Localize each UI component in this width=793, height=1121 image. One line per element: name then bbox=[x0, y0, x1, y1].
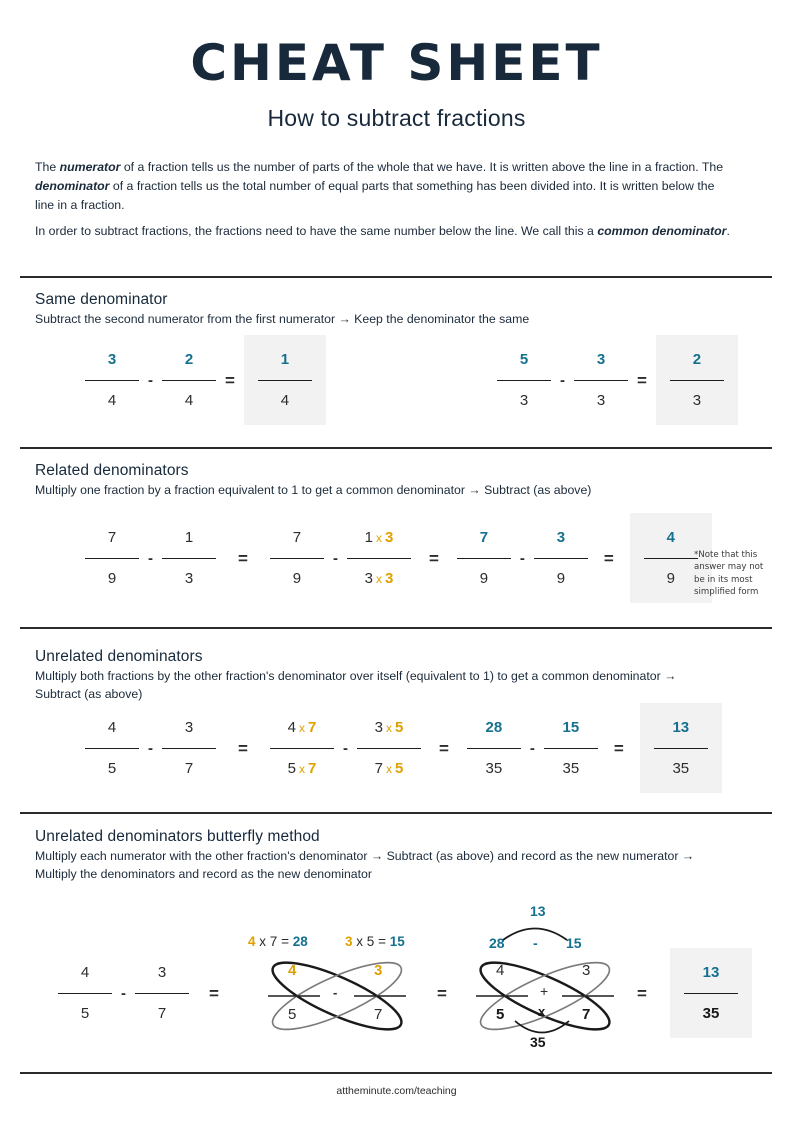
term-denominator: denominator bbox=[35, 179, 110, 194]
fraction-6 bbox=[534, 513, 588, 603]
numerator: 4 bbox=[80, 963, 90, 981]
simplified-form-note: *Note that this answer may not be in its most simplified form bbox=[694, 550, 764, 598]
numerator bbox=[457, 518, 511, 558]
butterfly-calc-left bbox=[248, 934, 308, 949]
denominator: 7 bbox=[184, 759, 194, 777]
numerator-value: 4 bbox=[666, 528, 675, 546]
equals-operator: = bbox=[209, 983, 219, 1003]
numerator-value: 2 bbox=[692, 350, 702, 368]
times-icon: x bbox=[385, 761, 392, 776]
section-title-unrelated-denominators: Unrelated denominators bbox=[35, 648, 203, 665]
numerator bbox=[670, 340, 724, 380]
equals-operator: = bbox=[438, 738, 449, 758]
numerator: 7 bbox=[292, 528, 302, 546]
numerator-value: 13 bbox=[702, 963, 720, 981]
term-numerator: numerator bbox=[59, 160, 121, 174]
denominator: 4 bbox=[184, 391, 194, 409]
numerator bbox=[684, 953, 738, 993]
times-icon: x bbox=[298, 761, 305, 776]
denominator-multiplier: 5 bbox=[394, 759, 404, 777]
butterfly-bottom-result: 35 bbox=[530, 1034, 546, 1050]
denominator-base: 5 bbox=[287, 759, 296, 777]
divider-2 bbox=[20, 447, 772, 449]
equation-butterfly-step-1 bbox=[58, 948, 239, 1038]
section-subtitle-same-denominator: Subtract the second numerator from the first numerator → Keep the denominator the same bbox=[35, 312, 530, 326]
equals-operator: = bbox=[603, 548, 614, 568]
minus-operator: - bbox=[121, 984, 126, 1002]
equation-same-denominator-2 bbox=[497, 335, 738, 425]
fraction-1 bbox=[85, 335, 139, 425]
divider-1 bbox=[20, 276, 772, 278]
denominator: 3 bbox=[692, 391, 702, 409]
butterfly-calc-right bbox=[345, 934, 405, 949]
fraction-1 bbox=[497, 335, 551, 425]
numerator: 1 bbox=[184, 528, 194, 546]
intro-paragraph-2 bbox=[35, 222, 735, 241]
calc-operand-b: 5 bbox=[366, 934, 375, 949]
section-subtitle-butterfly-method: Multiply each numerator with the other fraction's denominator → Subtract (as above) and record as the new numerator → Multiply the denominators and record as the new denominator bbox=[35, 849, 695, 882]
numerator bbox=[357, 708, 421, 748]
butterfly-bottom-left: 5 bbox=[496, 1006, 505, 1023]
calc-operand-a: 4 bbox=[248, 934, 256, 949]
butterfly-top-right: 3 bbox=[582, 962, 591, 979]
numerator-multiplier: 7 bbox=[307, 718, 317, 736]
fraction-2 bbox=[162, 703, 216, 793]
equation-same-denominator-1 bbox=[85, 335, 326, 425]
section-title-butterfly-method: Unrelated denominators butterfly method bbox=[35, 828, 320, 845]
numerator bbox=[574, 340, 628, 380]
denominator bbox=[357, 749, 421, 789]
numerator: 4 bbox=[107, 718, 117, 736]
denominator-value: 35 bbox=[702, 1004, 720, 1022]
butterfly-top-operator: - bbox=[533, 935, 538, 951]
denominator-base: 7 bbox=[374, 759, 383, 777]
fraction-1 bbox=[58, 948, 112, 1038]
denominator: 35 bbox=[672, 759, 690, 777]
minus-operator: - bbox=[560, 371, 565, 389]
intro-p1-part-a: The bbox=[35, 160, 60, 174]
equation-butterfly-answer bbox=[670, 948, 752, 1038]
denominator: 4 bbox=[107, 391, 117, 409]
equation-unrelated-denominators bbox=[85, 703, 722, 793]
equals-icon: = bbox=[281, 934, 289, 949]
equals-operator: = bbox=[238, 548, 248, 568]
numerator bbox=[467, 708, 521, 748]
denominator: 35 bbox=[562, 759, 580, 777]
equation-related-denominators bbox=[85, 513, 712, 603]
numerator bbox=[497, 340, 551, 380]
fraction-2 bbox=[574, 335, 628, 425]
fraction-answer bbox=[244, 335, 326, 425]
numerator-multiplier: 5 bbox=[394, 718, 404, 736]
numerator bbox=[347, 518, 411, 558]
denominator: 3 bbox=[596, 391, 606, 409]
denominator: 9 bbox=[107, 569, 117, 587]
equals-operator-butterfly-mid: = bbox=[437, 983, 447, 1003]
fraction-5 bbox=[457, 513, 511, 603]
butterfly-top-result: 13 bbox=[530, 903, 546, 919]
divider-4 bbox=[20, 812, 772, 814]
times-icon: x bbox=[375, 530, 382, 545]
calc-operand-a: 3 bbox=[345, 934, 353, 949]
butterfly-bottom-right: 7 bbox=[374, 1006, 383, 1023]
footer-url: attheminute.com/teaching bbox=[336, 1085, 457, 1097]
times-icon: x bbox=[259, 934, 267, 949]
numerator bbox=[644, 518, 698, 558]
fraction-1 bbox=[85, 703, 139, 793]
calc-operand-b: 7 bbox=[269, 934, 278, 949]
denominator: 3 bbox=[519, 391, 529, 409]
times-icon: x bbox=[385, 720, 392, 735]
minus-operator: - bbox=[519, 549, 525, 567]
numerator-value: 2 bbox=[184, 350, 194, 368]
page-subtitle: How to subtract fractions bbox=[267, 105, 526, 131]
numerator bbox=[162, 340, 216, 380]
equals-operator-butterfly-end: = bbox=[637, 983, 647, 1003]
butterfly-top-arc-icon bbox=[500, 920, 570, 942]
intro-p2-part-b: . bbox=[726, 224, 730, 238]
page-title: CHEAT SHEET bbox=[190, 34, 603, 92]
fraction-4 bbox=[357, 703, 421, 793]
times-icon: x bbox=[298, 720, 305, 735]
numerator-base: 4 bbox=[287, 718, 296, 736]
equals-operator: = bbox=[225, 370, 235, 390]
divider-3 bbox=[20, 627, 772, 629]
numerator-value: 15 bbox=[562, 718, 580, 736]
equals-operator: = bbox=[428, 548, 439, 568]
equals-icon: = bbox=[378, 934, 386, 949]
fraction-answer bbox=[670, 948, 752, 1038]
minus-operator: - bbox=[529, 739, 535, 757]
fraction-answer bbox=[656, 335, 738, 425]
intro-p1-part-b: of a fraction tells us the number of parts of the whole that we have. It is written above the line in a fraction. The bbox=[120, 160, 724, 174]
minus-operator: - bbox=[148, 371, 153, 389]
equals-operator: = bbox=[238, 738, 248, 758]
fraction-answer bbox=[640, 703, 722, 793]
numerator: 7 bbox=[107, 528, 117, 546]
numerator bbox=[258, 340, 312, 380]
denominator bbox=[684, 994, 738, 1034]
butterfly-bottom-left: 5 bbox=[288, 1006, 297, 1023]
numerator-value: 7 bbox=[479, 528, 489, 546]
numerator bbox=[544, 708, 598, 748]
denominator: 7 bbox=[157, 1004, 167, 1022]
butterfly-center-operator: - bbox=[333, 985, 338, 1000]
fraction-6 bbox=[544, 703, 598, 793]
numerator: 3 bbox=[157, 963, 167, 981]
minus-operator: - bbox=[342, 739, 348, 757]
fraction-3 bbox=[270, 513, 324, 603]
butterfly-top-left: 4 bbox=[288, 962, 297, 979]
divider-5 bbox=[20, 1072, 772, 1074]
denominator: 5 bbox=[107, 759, 117, 777]
times-icon: x bbox=[356, 934, 364, 949]
numerator bbox=[270, 708, 334, 748]
butterfly-diagram-1 bbox=[262, 950, 412, 1050]
numerator: 3 bbox=[184, 718, 194, 736]
denominator: 5 bbox=[80, 1004, 90, 1022]
butterfly-top-left: 4 bbox=[496, 962, 505, 979]
butterfly-top-right-product: 15 bbox=[566, 935, 582, 951]
fraction-5 bbox=[467, 703, 521, 793]
section-title-related-denominators: Related denominators bbox=[35, 462, 189, 479]
denominator: 35 bbox=[485, 759, 503, 777]
section-title-same-denominator: Same denominator bbox=[35, 291, 168, 308]
numerator bbox=[654, 708, 708, 748]
denominator: 9 bbox=[479, 569, 489, 587]
intro-p1-part-c: of a fraction tells us the total number of equal parts that something has been divided into. It is written below the line in a fraction. bbox=[35, 179, 715, 213]
intro-paragraph-1 bbox=[35, 158, 735, 215]
denominator-multiplier: 3 bbox=[384, 569, 394, 587]
equals-operator: = bbox=[637, 370, 647, 390]
numerator-value: 28 bbox=[485, 718, 503, 736]
numerator-base: 3 bbox=[374, 718, 383, 736]
calc-result: 15 bbox=[389, 934, 405, 949]
minus-operator: - bbox=[332, 549, 338, 567]
butterfly-bottom-right: 7 bbox=[582, 1006, 591, 1023]
denominator bbox=[270, 749, 334, 789]
numerator-value: 1 bbox=[280, 350, 290, 368]
numerator bbox=[534, 518, 588, 558]
denominator: 9 bbox=[556, 569, 566, 587]
numerator-value: 5 bbox=[519, 350, 529, 368]
fraction-2 bbox=[135, 948, 189, 1038]
minus-operator: - bbox=[148, 739, 153, 757]
minus-operator: - bbox=[148, 549, 153, 567]
equals-operator: = bbox=[613, 738, 624, 758]
fraction-2 bbox=[162, 513, 216, 603]
butterfly-bottom-operator: x bbox=[538, 1004, 546, 1019]
numerator-value: 3 bbox=[556, 528, 566, 546]
times-icon: x bbox=[375, 571, 382, 586]
fraction-2 bbox=[162, 335, 216, 425]
denominator: 4 bbox=[280, 391, 290, 409]
numerator-value: 3 bbox=[107, 350, 117, 368]
fraction-1 bbox=[85, 513, 139, 603]
butterfly-top-left-product: 28 bbox=[489, 935, 505, 951]
denominator: 9 bbox=[666, 569, 675, 587]
section-subtitle-unrelated-denominators: Multiply both fractions by the other fraction's denominator over itself (equivalent to 1) to get a common denominator → Subtract (as above) bbox=[35, 669, 677, 702]
numerator-value: 13 bbox=[672, 718, 690, 736]
denominator bbox=[347, 559, 411, 599]
numerator bbox=[85, 340, 139, 380]
section-subtitle-related-denominators: Multiply one fraction by a fraction equivalent to 1 to get a common denominator → Subtract (as above) bbox=[35, 483, 592, 497]
intro-p2-part-a: In order to subtract fractions, the fractions need to have the same number below the line. We call this a bbox=[35, 224, 598, 238]
term-common-denominator: common denominator bbox=[597, 224, 727, 238]
numerator-multiplier: 3 bbox=[384, 528, 394, 546]
denominator: 9 bbox=[292, 569, 302, 587]
numerator-base: 1 bbox=[364, 528, 373, 546]
fraction-3 bbox=[270, 703, 334, 793]
butterfly-center-operator: + bbox=[540, 983, 549, 999]
numerator-value: 3 bbox=[596, 350, 606, 368]
calc-result: 28 bbox=[292, 934, 308, 949]
fraction-4 bbox=[347, 513, 411, 603]
denominator-base: 3 bbox=[364, 569, 373, 587]
denominator-multiplier: 7 bbox=[307, 759, 317, 777]
butterfly-top-right: 3 bbox=[374, 962, 383, 979]
denominator: 3 bbox=[184, 569, 194, 587]
